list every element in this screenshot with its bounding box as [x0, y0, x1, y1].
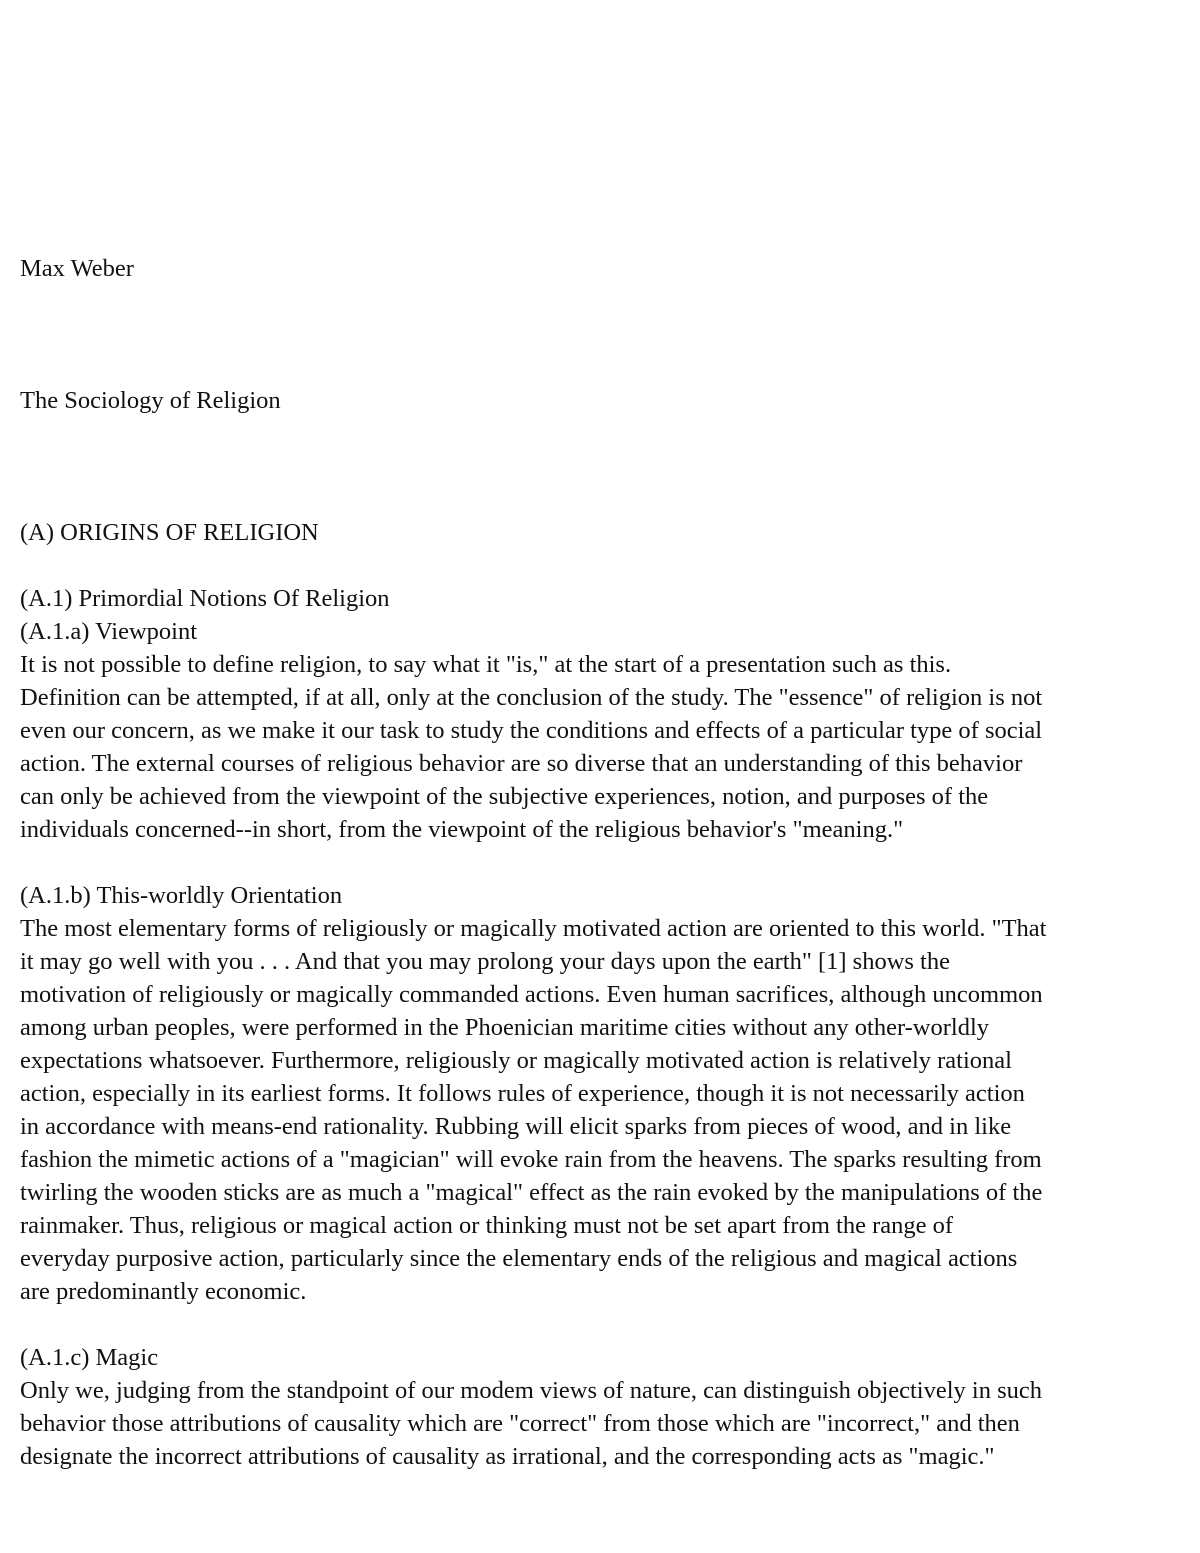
section-heading-viewpoint: (A.1.a) Viewpoint	[20, 618, 198, 645]
text-line: The most elementary forms of religiously or magically motivated action are oriented to this world. "That	[20, 915, 1047, 942]
text-line: in accordance with means-end rationality. Rubbing will elicit sparks from pieces of wood, and in like	[20, 1113, 1012, 1140]
document-title: The Sociology of Religion	[20, 387, 281, 414]
text-line: fashion the mimetic actions of a "magician" will evoke rain from the heavens. The sparks resulting from	[20, 1146, 1042, 1173]
text-line: are predominantly economic.	[20, 1278, 307, 1305]
text-line: designate the incorrect attributions of causality as irrational, and the corresponding acts as "magic."	[20, 1443, 995, 1470]
text-line: It is not possible to define religion, to say what it "is," at the start of a presentation such as this.	[20, 651, 952, 678]
text-line: among urban peoples, were performed in the Phoenician maritime cities without any other-worldly	[20, 1014, 990, 1041]
text-line: action, especially in its earliest forms. It follows rules of experience, though it is not necessarily action	[20, 1080, 1025, 1107]
section-heading-magic: (A.1.c) Magic	[20, 1344, 159, 1371]
text-line: it may go well with you . . . And that you may prolong your days upon the earth" [1] shows the	[20, 948, 950, 975]
text-line: action. The external courses of religious behavior are so diverse that an understanding of this behavior	[20, 750, 1023, 777]
section-heading: (A) ORIGINS OF RELIGION	[20, 519, 319, 546]
text-line: Definition can be attempted, if at all, only at the conclusion of the study. The "essence" of religion is not	[20, 684, 1043, 711]
text-line: can only be achieved from the viewpoint of the subjective experiences, notion, and purposes of the	[20, 783, 989, 810]
text-line: motivation of religiously or magically commanded actions. Even human sacrifices, although uncommon	[20, 981, 1043, 1008]
text-line: rainmaker. Thus, religious or magical action or thinking must not be set apart from the range of	[20, 1212, 954, 1239]
subsection-heading: (A.1) Primordial Notions Of Religion	[20, 585, 390, 612]
text-line: expectations whatsoever. Furthermore, religiously or magically motivated action is relatively rational	[20, 1047, 1012, 1074]
text-line: Only we, judging from the standpoint of our modem views of nature, can distinguish objectively in such	[20, 1377, 1043, 1404]
text-line: even our concern, as we make it our task to study the conditions and effects of a particular type of social	[20, 717, 1043, 744]
text-line: individuals concerned--in short, from the viewpoint of the religious behavior's "meaning."	[20, 816, 904, 843]
text-line: twirling the wooden sticks are as much a "magical" effect as the rain evoked by the manipulations of the	[20, 1179, 1043, 1206]
paragraph-this-worldly	[20, 912, 1180, 1308]
author-name: Max Weber	[20, 255, 134, 282]
text-line: everyday purposive action, particularly since the elementary ends of the religious and magical actions	[20, 1245, 1018, 1272]
paragraph-magic	[20, 1374, 1180, 1473]
text-line: behavior those attributions of causality which are "correct" from those which are "incorrect," and then	[20, 1410, 1020, 1437]
section-heading-this-worldly: (A.1.b) This-worldly Orientation	[20, 882, 343, 909]
paragraph-viewpoint	[20, 648, 1180, 846]
